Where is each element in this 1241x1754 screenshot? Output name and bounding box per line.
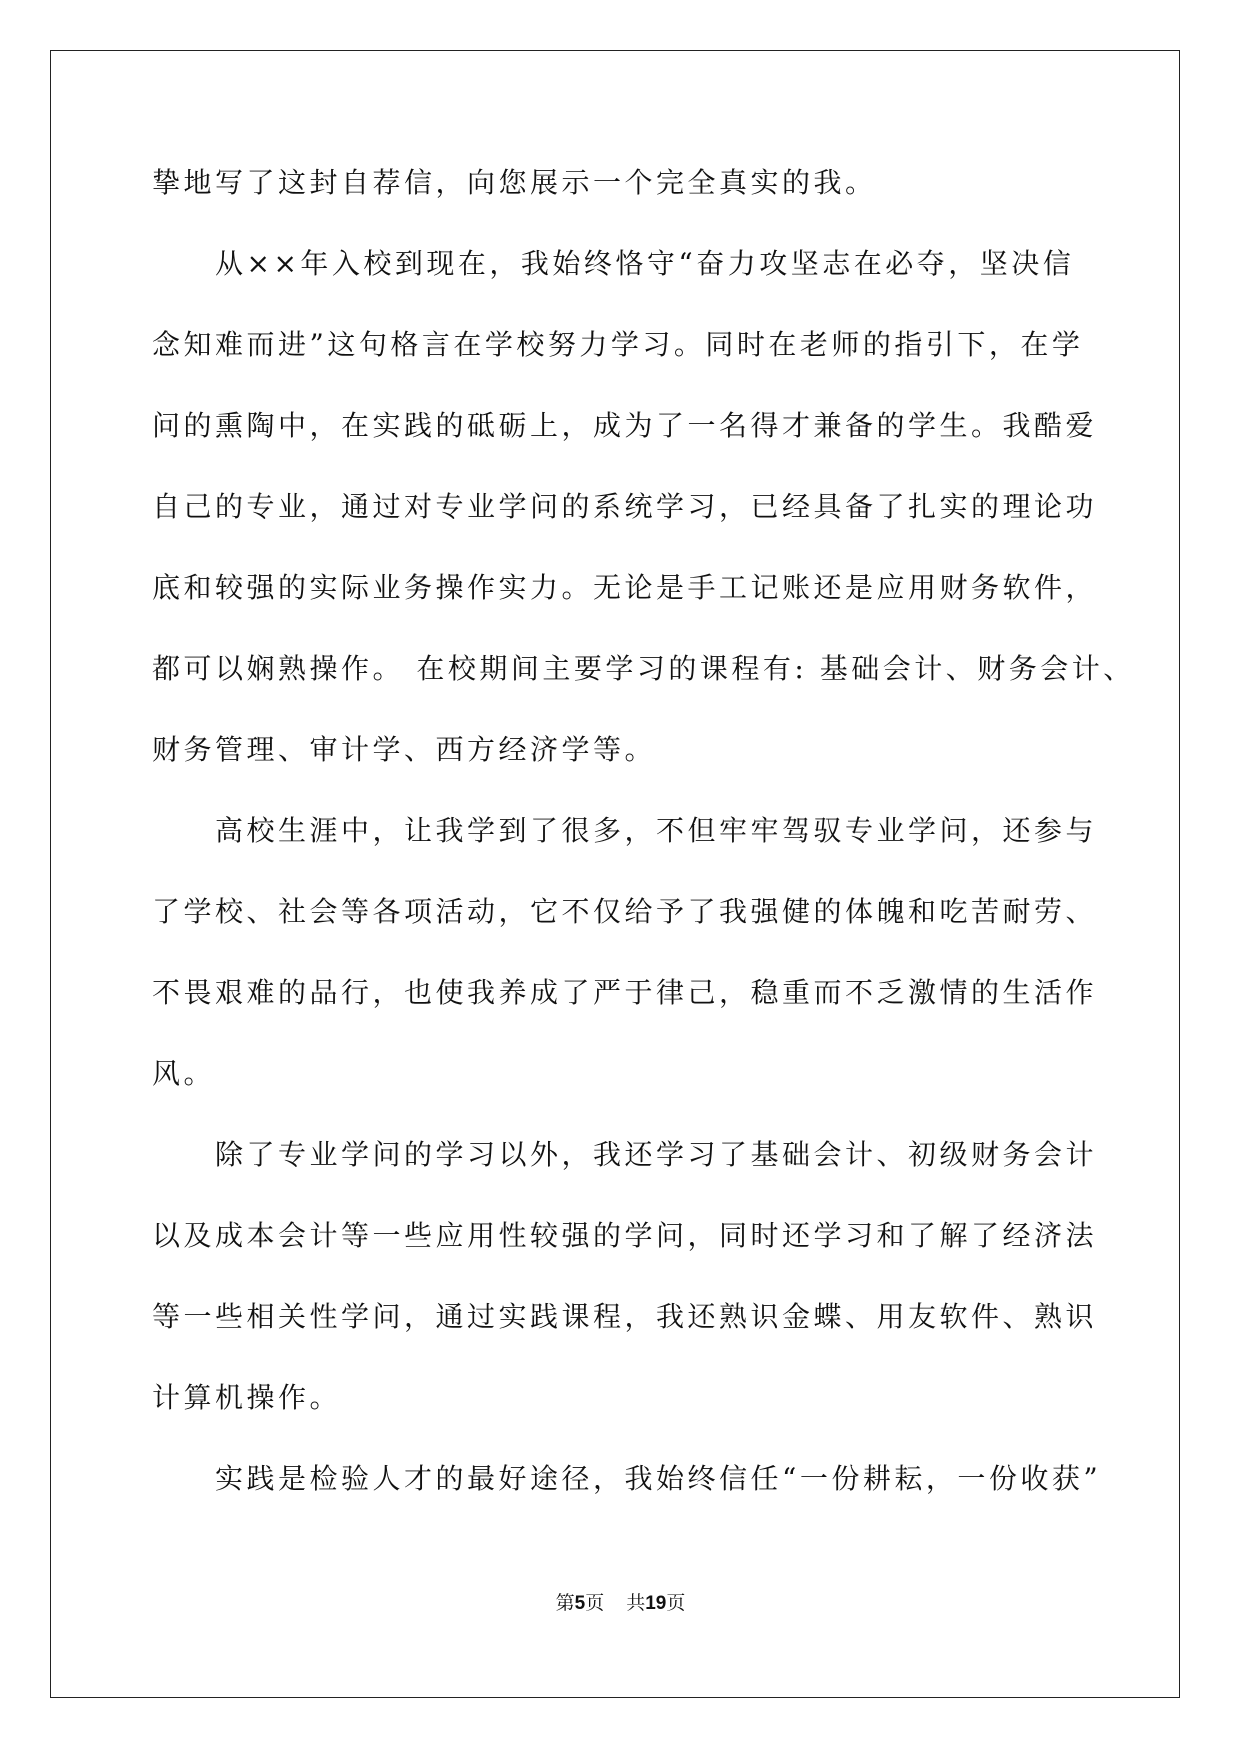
paragraph-first-line: 从××年入校到现在，我始终恪守“奋力攻坚志在必夺，坚决信 bbox=[215, 247, 1075, 280]
body-line: 财务管理、审计学、西方经济学等。 bbox=[152, 733, 657, 766]
paragraph-first-line: 除了专业学问的学习以外，我还学习了基础会计、初级财务会计 bbox=[215, 1138, 1098, 1171]
current-page-number: 5 bbox=[574, 1593, 586, 1614]
body-line: 都可以娴熟操作。 在校期间主要学习的课程有: 基础会计、财务会计、 bbox=[152, 652, 1135, 685]
body-line: 风。 bbox=[152, 1057, 216, 1090]
footer-total-suffix: 页 bbox=[666, 1592, 686, 1614]
body-line: 不畏艰难的品行，也使我养成了严于律己，稳重而不乏激情的生活作 bbox=[152, 976, 1098, 1009]
footer-prefix: 第 bbox=[555, 1592, 575, 1614]
body-line: 计算机操作。 bbox=[152, 1381, 342, 1414]
footer-page-suffix: 页 bbox=[585, 1592, 605, 1614]
body-line: 自己的专业，通过对专业学问的系统学习，已经具备了扎实的理论功 bbox=[152, 490, 1098, 523]
body-line: 念知难而进”这句格言在学校努力学习。同时在老师的指引下，在学 bbox=[152, 328, 1084, 361]
body-line: 了学校、社会等各项活动，它不仅给予了我强健的体魄和吃苦耐劳、 bbox=[152, 895, 1098, 928]
body-line: 问的熏陶中，在实践的砥砺上，成为了一名得才兼备的学生。我酷爱 bbox=[152, 409, 1098, 442]
body-line: 挚地写了这封自荐信，向您展示一个完全真实的我。 bbox=[152, 166, 877, 199]
body-line: 等一些相关性学问，通过实践课程，我还熟识金蝶、用友软件、熟识 bbox=[152, 1300, 1098, 1333]
footer-total-prefix: 共 bbox=[626, 1592, 646, 1614]
document-body bbox=[152, 155, 1135, 1532]
paragraph-first-line: 高校生涯中，让我学到了很多，不但牢牢驾驭专业学问，还参与 bbox=[215, 814, 1098, 847]
page-footer bbox=[0, 1588, 1241, 1615]
total-pages-number: 19 bbox=[645, 1593, 667, 1614]
body-line: 以及成本会计等一些应用性较强的学问，同时还学习和了解了经济法 bbox=[152, 1219, 1098, 1252]
body-line: 底和较强的实际业务操作实力。无论是手工记账还是应用财务软件， bbox=[152, 571, 1098, 604]
paragraph-first-line: 实践是检验人才的最好途径，我始终信任“一份耕耘，一份收获” bbox=[215, 1462, 1102, 1495]
